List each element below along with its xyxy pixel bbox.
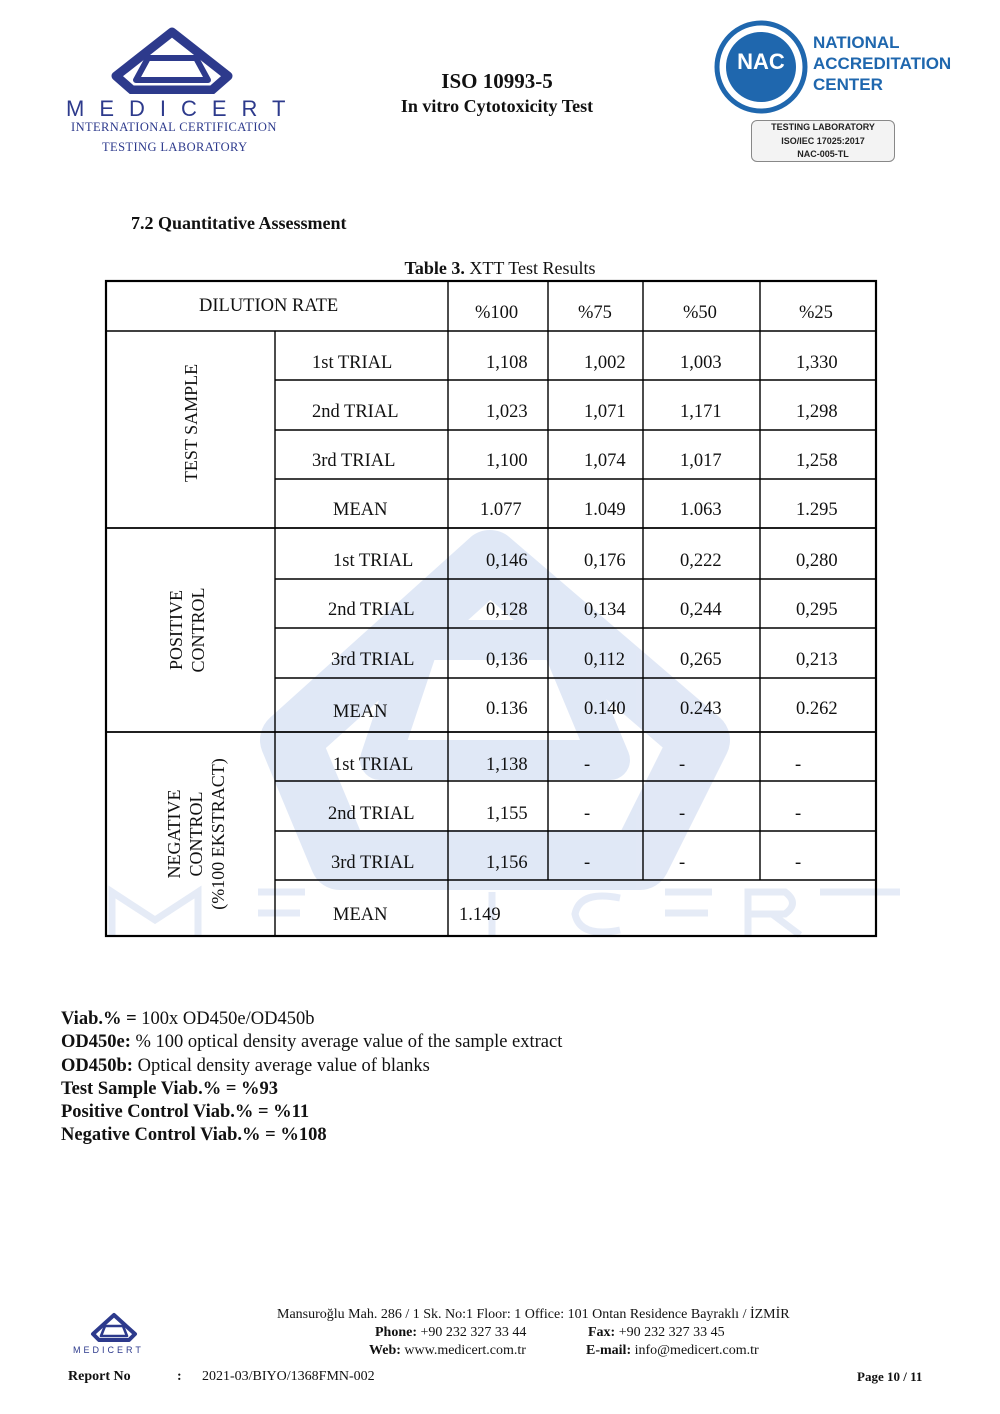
footer-fax	[588, 1325, 725, 1341]
row-label: MEAN	[333, 500, 388, 520]
table-cell: -	[584, 755, 591, 775]
row-label: 2nd TRIAL	[312, 402, 399, 422]
table-cell: 0.136	[486, 699, 528, 719]
nac-line-2: ACCREDITATION	[813, 54, 952, 73]
group-label-negative-control	[163, 758, 229, 910]
group-label-line: POSITIVE	[166, 590, 186, 670]
table-cell: 1.077	[480, 500, 522, 520]
document-title: ISO 10993-5	[441, 69, 553, 93]
row-label: 3rd TRIAL	[331, 650, 415, 670]
table-cell: -	[584, 853, 591, 873]
table-cell: 0,265	[680, 650, 722, 670]
email-value[interactable]: info@medicert.com.tr	[631, 1343, 759, 1358]
footer-web	[369, 1343, 526, 1359]
table-cell: 1,003	[680, 353, 722, 373]
table-cell: 0,136	[486, 650, 528, 670]
row-label: 1st TRIAL	[333, 755, 414, 775]
badge-line-2: ISO/IEC 17025:2017	[781, 135, 865, 146]
table-cell: 1.295	[796, 500, 838, 520]
column-header-25: %25	[799, 303, 833, 323]
table-cell: 0.140	[584, 699, 626, 719]
table-cell: 1,156	[486, 853, 528, 873]
formula-term: Positive Control Viab.% = %11	[61, 1102, 310, 1123]
table-cell: 1.149	[459, 905, 501, 925]
table-cell: -	[679, 853, 686, 873]
formula-line	[61, 1055, 562, 1078]
table-cell: -	[679, 804, 686, 824]
table-cell: 1,330	[796, 353, 838, 373]
row-label: MEAN	[333, 905, 388, 925]
footer-address: Mansuroğlu Mah. 286 / 1 Sk. No:1 Floor: 1 Office: 101 Ontan Residence Bayraklı / İZMİR	[277, 1307, 790, 1322]
formula-list	[61, 1008, 562, 1148]
table-caption-text: XTT Test Results	[464, 258, 596, 278]
column-header-50: %50	[683, 303, 717, 323]
table-cell: 0,128	[486, 600, 528, 620]
formula-term: OD450e:	[61, 1032, 131, 1053]
group-label-line: CONTROL	[186, 791, 206, 877]
group-label-line: (%100 EKSTRACT)	[208, 758, 228, 910]
table-cell: -	[795, 755, 802, 775]
table-cell: 1,298	[796, 402, 838, 422]
badge-line-3: NAC-005-TL	[797, 149, 849, 159]
formula-term: Test Sample Viab.% = %93	[61, 1078, 278, 1099]
document-subtitle: In vitro Cytotoxicity Test	[400, 96, 594, 116]
table-cell: 1,138	[486, 755, 528, 775]
table-cell: 0,112	[584, 650, 625, 670]
formula-line	[61, 1101, 562, 1124]
report-no-separator: :	[177, 1369, 182, 1384]
group-label-line: NEGATIVE	[164, 789, 184, 879]
group-label-line: CONTROL	[188, 587, 208, 673]
row-label: 2nd TRIAL	[328, 600, 415, 620]
footer-logo-icon	[90, 1312, 138, 1342]
formula-line	[61, 1078, 562, 1101]
table-cell: 0,244	[680, 600, 722, 620]
nac-line-1: NATIONAL	[813, 33, 900, 52]
formula-text: 100x OD450e/OD450b	[136, 1009, 315, 1029]
footer-email	[586, 1343, 759, 1359]
table-cell: 1,258	[796, 451, 838, 471]
table-cell: 0.243	[680, 699, 722, 719]
table-cell: -	[679, 755, 686, 775]
section-title: 7.2 Quantitative Assessment	[131, 213, 347, 233]
table-cell: 0,146	[486, 551, 528, 571]
row-label: MEAN	[333, 702, 388, 722]
column-header-75: %75	[578, 303, 612, 323]
logo-wordmark: MEDICERT	[66, 96, 301, 121]
table-cell: 0,213	[796, 650, 838, 670]
table-cell: 1,071	[584, 402, 626, 422]
nac-line-3: CENTER	[813, 75, 883, 94]
table-cell: -	[584, 804, 591, 824]
formula-text: % 100 optical density average value of the sample extract	[130, 1032, 563, 1053]
web-label: Web:	[369, 1343, 401, 1358]
group-label-positive-control	[165, 588, 209, 673]
row-label: 3rd TRIAL	[312, 451, 396, 471]
table-caption-label: Table 3.	[404, 258, 465, 278]
table-cell: -	[795, 804, 802, 824]
row-label: 1st TRIAL	[312, 353, 393, 373]
table-cell: 0,295	[796, 600, 838, 620]
footer-logo-wordmark: MEDICERT	[73, 1345, 144, 1355]
table-cell: 1,155	[486, 804, 528, 824]
table-cell: 0.262	[796, 699, 838, 719]
phone-label: Phone:	[375, 1325, 417, 1340]
table-cell: 0,134	[584, 600, 626, 620]
table-cell: -	[795, 853, 802, 873]
row-label: 2nd TRIAL	[328, 804, 415, 824]
row-label: 3rd TRIAL	[331, 853, 415, 873]
table-cell: 1,171	[680, 402, 722, 422]
badge-line-1: TESTING LABORATORY	[771, 122, 875, 132]
column-header-100: %100	[475, 303, 519, 323]
group-label-test-sample	[180, 364, 202, 482]
fax-value: +90 232 327 33 45	[615, 1325, 725, 1340]
group-label-line: TEST SAMPLE	[181, 363, 201, 483]
table-cell: 0,222	[680, 551, 722, 571]
fax-label: Fax:	[588, 1325, 616, 1340]
email-label: E-mail:	[586, 1343, 632, 1358]
table-cell: 1,017	[680, 451, 722, 471]
dilution-rate-header: DILUTION RATE	[199, 296, 339, 316]
report-no-label: Report No	[68, 1369, 131, 1384]
table-cell: 1,023	[486, 402, 528, 422]
table-cell: 1,002	[584, 353, 626, 373]
table-cell: 1,074	[584, 451, 626, 471]
formula-term: Viab.% =	[61, 1009, 137, 1029]
formula-text: Optical density average value of blanks	[132, 1055, 430, 1076]
table-cell: 1.049	[584, 500, 626, 520]
formula-line	[61, 1124, 562, 1147]
report-no-value: 2021-03/BIYO/1368FMN-002	[202, 1369, 375, 1384]
table-cell: 0,176	[584, 551, 626, 571]
footer-phone	[375, 1325, 526, 1341]
phone-value: +90 232 327 33 44	[417, 1325, 527, 1340]
formula-line	[61, 1031, 562, 1054]
nac-abbreviation: NAC	[737, 49, 785, 74]
table-cell: 1,100	[486, 451, 528, 471]
formula-term: OD450b:	[61, 1055, 133, 1076]
table-cell: 0,280	[796, 551, 838, 571]
page-number: Page 10 / 11	[857, 1369, 923, 1384]
formula-term: Negative Control Viab.% = %108	[61, 1125, 327, 1146]
table-cell: 1.063	[680, 500, 722, 520]
logo-subtitle-2: TESTING LABORATORY	[102, 140, 248, 154]
logo-subtitle-1: INTERNATIONAL CERTIFICATION	[71, 120, 277, 134]
table-cell: 1,108	[486, 353, 528, 373]
web-value[interactable]: www.medicert.com.tr	[400, 1343, 526, 1358]
formula-line	[61, 1008, 562, 1031]
row-label: 1st TRIAL	[333, 551, 414, 571]
